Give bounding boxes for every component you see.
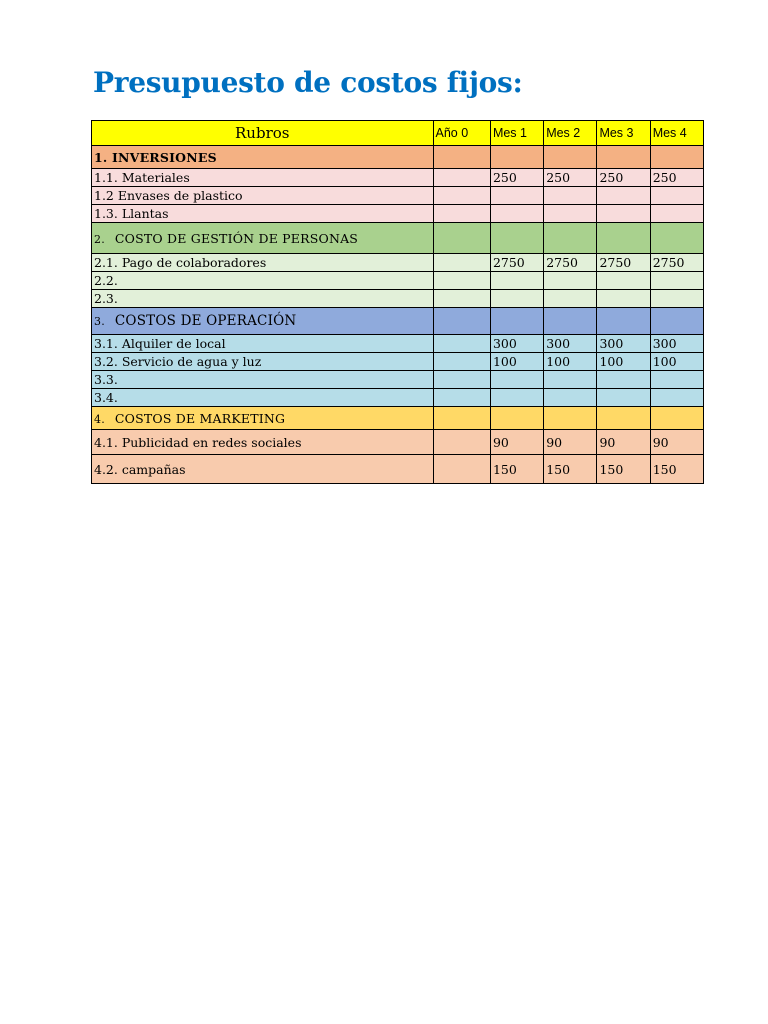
value-cell: 250 bbox=[597, 169, 650, 187]
value-cell bbox=[490, 187, 543, 205]
value-cell bbox=[490, 272, 543, 290]
value-cell bbox=[650, 290, 703, 308]
value-cell: 300 bbox=[490, 335, 543, 353]
value-cell: 250 bbox=[650, 169, 703, 187]
budget-table bbox=[91, 120, 704, 484]
empty-cell bbox=[650, 146, 703, 169]
value-cell bbox=[597, 389, 650, 407]
table-row bbox=[92, 430, 704, 455]
value-cell bbox=[544, 187, 597, 205]
value-cell bbox=[433, 272, 490, 290]
value-cell: 90 bbox=[597, 430, 650, 455]
table-row bbox=[92, 371, 704, 389]
section-row-personas bbox=[92, 223, 704, 254]
value-cell bbox=[433, 187, 490, 205]
value-cell: 90 bbox=[650, 430, 703, 455]
empty-cell bbox=[597, 308, 650, 335]
section-title: COSTOS DE OPERACIÓN bbox=[114, 313, 297, 329]
empty-cell bbox=[650, 308, 703, 335]
value-cell: 2750 bbox=[544, 254, 597, 272]
value-cell: 2750 bbox=[490, 254, 543, 272]
table-row bbox=[92, 389, 704, 407]
value-cell bbox=[433, 169, 490, 187]
value-cell: 100 bbox=[490, 353, 543, 371]
value-cell: 2750 bbox=[650, 254, 703, 272]
value-cell bbox=[433, 254, 490, 272]
value-cell: 90 bbox=[490, 430, 543, 455]
value-cell bbox=[650, 389, 703, 407]
empty-cell bbox=[597, 146, 650, 169]
section-label: 1. INVERSIONES bbox=[92, 146, 434, 169]
row-label: 3.1. Alquiler de local bbox=[92, 335, 434, 353]
section-title: COSTOS DE MARKETING bbox=[114, 410, 286, 426]
value-cell bbox=[433, 371, 490, 389]
row-label: 1.1. Materiales bbox=[92, 169, 434, 187]
empty-cell bbox=[433, 407, 490, 430]
page-title: Presupuesto de costos fijos: bbox=[93, 66, 523, 99]
value-cell: 100 bbox=[544, 353, 597, 371]
value-cell bbox=[544, 389, 597, 407]
value-cell bbox=[433, 389, 490, 407]
row-label: 4.1. Publicidad en redes sociales bbox=[92, 430, 434, 455]
value-cell: 150 bbox=[597, 455, 650, 484]
section-label bbox=[92, 308, 434, 335]
row-label: 2.2. bbox=[92, 272, 434, 290]
value-cell: 100 bbox=[597, 353, 650, 371]
value-cell bbox=[433, 430, 490, 455]
empty-cell bbox=[490, 146, 543, 169]
row-label: 2.3. bbox=[92, 290, 434, 308]
value-cell bbox=[650, 371, 703, 389]
value-cell bbox=[433, 290, 490, 308]
section-number: 2. bbox=[94, 232, 105, 246]
value-cell: 2750 bbox=[597, 254, 650, 272]
value-cell: 150 bbox=[544, 455, 597, 484]
header-rubros: Rubros bbox=[92, 121, 434, 146]
value-cell bbox=[597, 371, 650, 389]
header-period: Mes 1 bbox=[490, 121, 543, 146]
value-cell bbox=[433, 353, 490, 371]
table-row bbox=[92, 254, 704, 272]
value-cell bbox=[544, 290, 597, 308]
empty-cell bbox=[433, 146, 490, 169]
value-cell bbox=[433, 335, 490, 353]
empty-cell bbox=[650, 223, 703, 254]
value-cell: 100 bbox=[650, 353, 703, 371]
empty-cell bbox=[544, 308, 597, 335]
empty-cell bbox=[597, 407, 650, 430]
row-label: 3.2. Servicio de agua y luz bbox=[92, 353, 434, 371]
value-cell bbox=[490, 205, 543, 223]
value-cell: 250 bbox=[544, 169, 597, 187]
section-number: 3. bbox=[94, 315, 105, 328]
value-cell bbox=[544, 205, 597, 223]
empty-cell bbox=[490, 223, 543, 254]
row-label: 3.4. bbox=[92, 389, 434, 407]
row-label: 1.3. Llantas bbox=[92, 205, 434, 223]
value-cell: 250 bbox=[490, 169, 543, 187]
value-cell bbox=[597, 205, 650, 223]
table-row bbox=[92, 205, 704, 223]
empty-cell bbox=[433, 308, 490, 335]
table-row bbox=[92, 455, 704, 484]
value-cell bbox=[650, 187, 703, 205]
table-row bbox=[92, 353, 704, 371]
header-period: Mes 3 bbox=[597, 121, 650, 146]
value-cell bbox=[650, 205, 703, 223]
empty-cell bbox=[544, 407, 597, 430]
row-label: 4.2. campañas bbox=[92, 455, 434, 484]
section-number: 4. bbox=[94, 412, 105, 426]
table-row bbox=[92, 335, 704, 353]
value-cell bbox=[597, 290, 650, 308]
empty-cell bbox=[544, 223, 597, 254]
value-cell bbox=[433, 205, 490, 223]
section-label bbox=[92, 407, 434, 430]
empty-cell bbox=[650, 407, 703, 430]
value-cell: 300 bbox=[544, 335, 597, 353]
table-header-row bbox=[92, 121, 704, 146]
header-period: Mes 2 bbox=[544, 121, 597, 146]
value-cell bbox=[544, 371, 597, 389]
row-label: 1.2 Envases de plastico bbox=[92, 187, 434, 205]
value-cell bbox=[597, 272, 650, 290]
value-cell bbox=[433, 455, 490, 484]
header-period: Mes 4 bbox=[650, 121, 703, 146]
value-cell: 90 bbox=[544, 430, 597, 455]
value-cell: 300 bbox=[650, 335, 703, 353]
table-row bbox=[92, 290, 704, 308]
row-label: 3.3. bbox=[92, 371, 434, 389]
table-row bbox=[92, 169, 704, 187]
value-cell bbox=[490, 290, 543, 308]
empty-cell bbox=[490, 308, 543, 335]
value-cell: 150 bbox=[490, 455, 543, 484]
table-row bbox=[92, 187, 704, 205]
table-row bbox=[92, 272, 704, 290]
section-title: COSTO DE GESTIÓN DE PERSONAS bbox=[114, 230, 359, 246]
header-period: Año 0 bbox=[433, 121, 490, 146]
section-label bbox=[92, 223, 434, 254]
empty-cell bbox=[490, 407, 543, 430]
value-cell bbox=[650, 272, 703, 290]
section-row-operacion bbox=[92, 308, 704, 335]
value-cell bbox=[490, 371, 543, 389]
value-cell bbox=[544, 272, 597, 290]
empty-cell bbox=[544, 146, 597, 169]
value-cell bbox=[597, 187, 650, 205]
value-cell: 150 bbox=[650, 455, 703, 484]
section-row-marketing bbox=[92, 407, 704, 430]
row-label: 2.1. Pago de colaboradores bbox=[92, 254, 434, 272]
empty-cell bbox=[433, 223, 490, 254]
section-row-inversiones bbox=[92, 146, 704, 169]
value-cell: 300 bbox=[597, 335, 650, 353]
value-cell bbox=[490, 389, 543, 407]
empty-cell bbox=[597, 223, 650, 254]
